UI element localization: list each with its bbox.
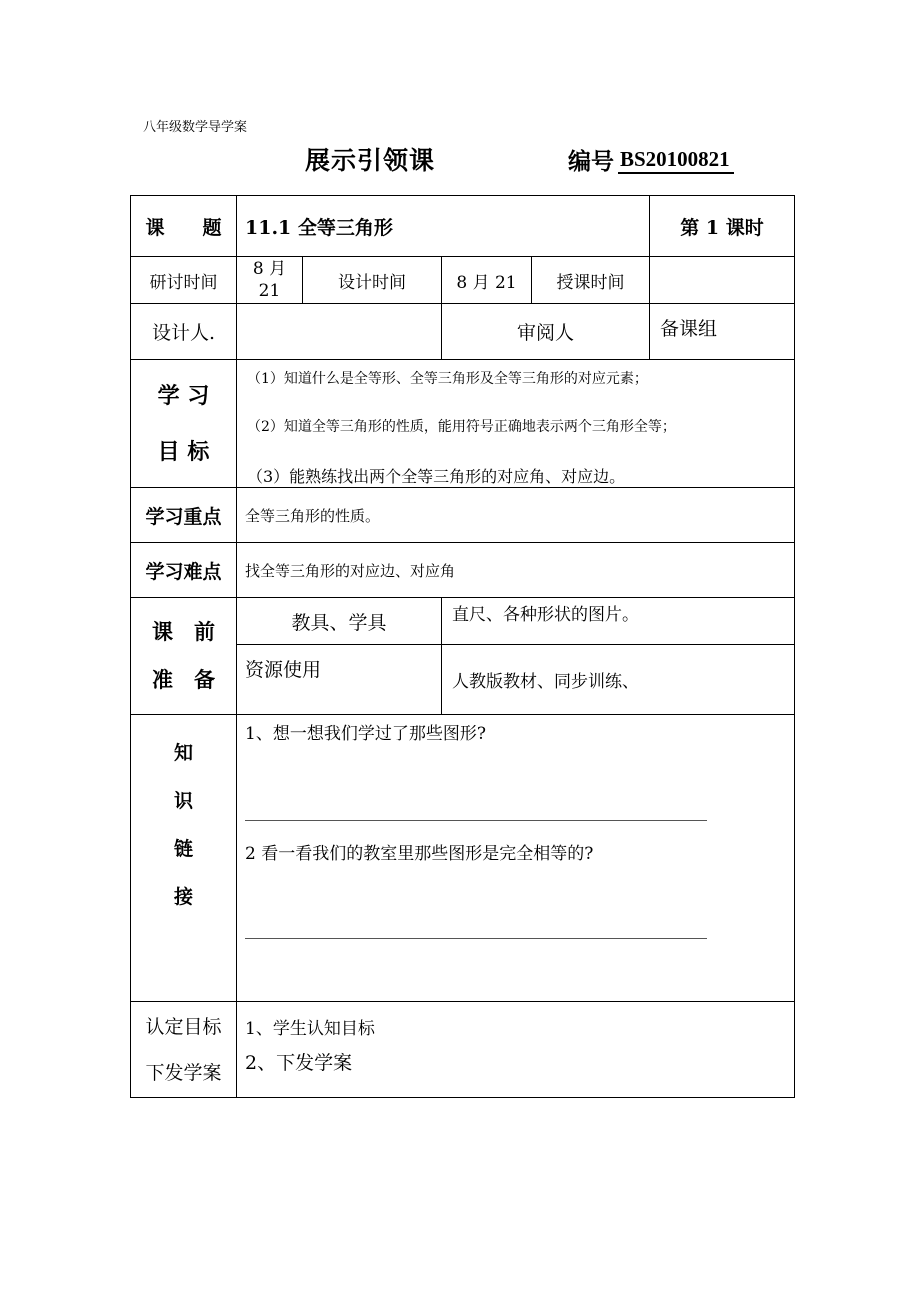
confirm-content	[237, 1002, 795, 1098]
prep-label	[131, 598, 237, 715]
knowledge-label-char-1: 知	[173, 742, 193, 764]
row-goals	[131, 360, 795, 488]
discuss-time-label: 研讨时间	[131, 257, 237, 304]
confirm-item-2: 2、下发学案	[245, 1052, 353, 1074]
goals-label-top: 学 习	[157, 382, 210, 409]
prep-label-bottom: 准 备	[152, 667, 215, 692]
row-confirm	[131, 1002, 795, 1098]
knowledge-content	[237, 715, 795, 1002]
designer-label: 设计人.	[131, 304, 237, 360]
difficulty-label: 学习难点	[131, 543, 237, 598]
knowledge-question-2: 2 看一看我们的教室里那些图形是完全相等的?	[245, 844, 594, 864]
confirm-label	[131, 1002, 237, 1098]
lesson-plan-table	[130, 195, 795, 1098]
tools-label: 教具、学具	[237, 598, 442, 645]
goal-item-1: （1）知道什么是全等形、全等三角形及全等三角形的对应元素；	[247, 371, 648, 387]
row-people	[131, 304, 795, 360]
reviewer-label: 审阅人	[442, 304, 650, 360]
design-time-label: 设计时间	[303, 257, 442, 304]
key-point-label: 学习重点	[131, 488, 237, 543]
resource-value: 人教版教材、同步训练、	[442, 645, 795, 715]
row-time	[131, 257, 795, 304]
teach-time-label: 授课时间	[532, 257, 650, 304]
knowledge-label-char-4: 接	[173, 886, 193, 908]
goal-item-2: （2）知道全等三角形的性质，能用符号正确地表示两个三角形全等；	[247, 419, 676, 435]
difficulty-text: 找全等三角形的对应边、对应角	[237, 543, 795, 598]
knowledge-question-1: 1、想一想我们学过了那些图形?	[245, 724, 486, 744]
topic-label: 课 题	[131, 196, 237, 257]
code-label: 编号	[568, 148, 614, 175]
confirm-label-bottom: 下发学案	[145, 1061, 222, 1084]
teach-time-value	[650, 257, 795, 304]
answer-line-2	[245, 937, 707, 939]
tools-value: 直尺、各种形状的图片。	[442, 598, 795, 645]
knowledge-label-char-3: 链	[173, 838, 193, 860]
knowledge-label-char-2: 识	[173, 790, 193, 812]
topic-value: 11.1 全等三角形	[237, 196, 650, 257]
group-label: 备课组	[650, 304, 795, 360]
goals-list	[237, 360, 795, 488]
goal-item-3: （3）能熟练找出两个全等三角形的对应角、对应边。	[247, 467, 626, 486]
prep-label-top: 课 前	[152, 619, 215, 644]
key-point-text: 全等三角形的性质。	[237, 488, 795, 543]
code-value: BS20100821	[618, 146, 734, 174]
period-value: 第 1 课时	[650, 196, 795, 257]
goals-label	[131, 360, 237, 488]
designer-value	[237, 304, 442, 360]
row-key-point	[131, 488, 795, 543]
row-difficulty	[131, 543, 795, 598]
goals-label-bottom: 目 标	[157, 438, 210, 465]
header-note: 八年级数学导学案	[143, 120, 248, 135]
page-title: 展示引领课	[305, 146, 436, 175]
discuss-time-value: 8 月 21	[237, 257, 303, 304]
design-time-value: 8 月 21	[442, 257, 532, 304]
knowledge-label	[131, 715, 237, 1002]
row-prep-tools	[131, 598, 795, 645]
resource-label: 资源使用	[237, 645, 442, 715]
confirm-item-1: 1、学生认知目标	[245, 1019, 375, 1039]
row-knowledge	[131, 715, 795, 1002]
row-topic	[131, 196, 795, 257]
confirm-label-top: 认定目标	[145, 1015, 222, 1038]
